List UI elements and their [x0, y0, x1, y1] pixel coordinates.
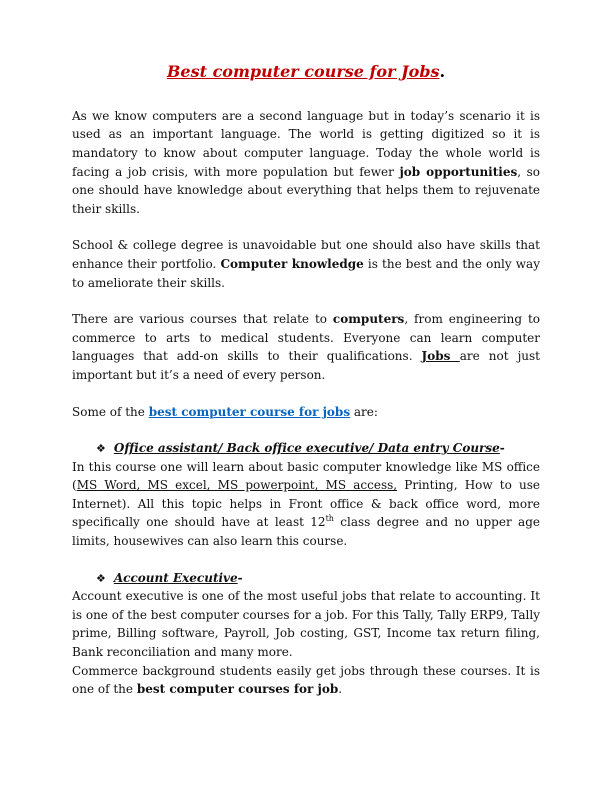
text-run: There are various courses that relate to — [72, 312, 333, 327]
text-run: , so one should have knowledge about everything that helps them to rejuvenate their skills. — [72, 164, 540, 216]
underlined-ms-apps: MS Word, MS excel, MS powerpoint, MS access, — [76, 478, 398, 493]
text-run: Some of the — [72, 404, 149, 419]
intro-paragraph-2 — [72, 236, 540, 292]
text-run: is the best and the only way to ameliorate their skills. — [72, 256, 540, 290]
section-heading-text: Account Executive — [113, 570, 238, 585]
intro-paragraph-4 — [72, 403, 540, 422]
bold-computers: computers — [332, 312, 405, 327]
section-heading-office-assistant — [72, 439, 540, 458]
title-period: . — [439, 62, 446, 81]
diamond-bullet-icon: ❖ — [96, 442, 106, 456]
heading-dash: - — [237, 570, 243, 585]
document-title — [72, 62, 540, 83]
page-title-text: Best computer course for Jobs — [166, 62, 440, 81]
bold-best-computer-courses: best computer courses for job — [136, 682, 339, 697]
text-run: In this course one will learn about basic computer knowledge like MS office ( — [72, 459, 540, 493]
heading-dash: - — [499, 441, 505, 456]
text-run: are: — [350, 404, 378, 419]
diamond-bullet-icon: ❖ — [96, 571, 106, 585]
section-body-office-assistant — [72, 458, 540, 551]
text-run: , from engineering to commerce to arts to medical students. Everyone can learn computer languages that add-on skills to their qualifications. — [72, 312, 540, 364]
section-heading-text: Office assistant/ Back office executive/ Data entry Course — [113, 441, 500, 456]
text-run: Account executive is one of the most useful jobs that relate to accounting. It is one of the best computer courses for a job. For this Tally, Tally ERP9, Tally prime, Billing software, Payroll, Job costing, GST, Income tax return filing, Bank reconciliation and many more. — [72, 589, 540, 660]
text-run: School & college degree is unavoidable but one should also have skills that enhance their portfolio. — [72, 238, 540, 271]
text-run: class degree and no upper age limits, housewives can also learn this course. — [72, 515, 540, 549]
bold-underlined-jobs: Jobs — [421, 349, 460, 364]
text-run: Printing, How to use Internet). All this topic helps in Front office & back office word, more specifically one should have at least 12 — [72, 478, 540, 530]
best-computer-course-link[interactable]: best computer course for jobs — [148, 404, 351, 419]
text-run: are not just important but it’s a need of every person. — [72, 349, 540, 382]
section-body-account-executive-2 — [72, 662, 540, 699]
intro-paragraph-3 — [72, 310, 540, 384]
text-run: Commerce background students easily get jobs through these courses. It is one of the — [72, 663, 540, 697]
bold-computer-knowledge: Computer knowledge — [220, 256, 364, 271]
intro-paragraph-1 — [72, 107, 540, 219]
section-body-account-executive-1 — [72, 587, 540, 661]
text-run: As we know computers are a second language but in today’s scenario it is used as an important language. The world is getting digitized so it is mandatory to know about computer language. Today the whole world is facing a job crisis, with more population but fewer — [72, 108, 540, 179]
section-heading-account-executive — [72, 569, 540, 588]
superscript-th: th — [325, 514, 334, 524]
text-run: . — [338, 682, 343, 697]
bold-job-opportunities: job opportunities — [399, 164, 518, 179]
